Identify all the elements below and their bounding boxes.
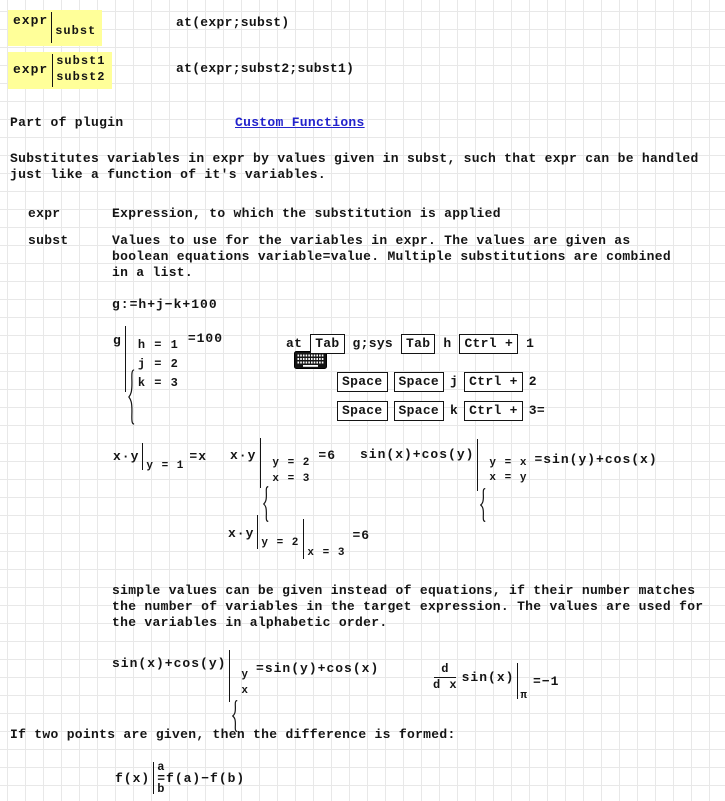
trig-result: =sin(y)+cos(x) [534, 452, 658, 467]
note-simple-line3: the variables in alphabetic order. [112, 615, 388, 630]
diff-lower-point: b [157, 782, 166, 796]
chained-expr: x·y [228, 526, 255, 541]
usage-form1-subst: subst [55, 24, 97, 38]
at-syntax-2: at(expr;subst2;subst1) [176, 61, 355, 76]
keyboard-steps-row1 [245, 334, 534, 354]
deriv-result: =−1 [533, 674, 560, 689]
description-text [10, 151, 699, 183]
evaluation-bar [229, 650, 230, 702]
example-chained-sub [228, 514, 370, 560]
example-simple-values [112, 648, 379, 702]
single-expr: x·y [113, 449, 140, 464]
note-simple-line1: simple values can be given instead of equations, if their number matches [112, 583, 696, 598]
param-desc-subst-line1: Values to use for the variables in expr. The values are given as [112, 233, 631, 248]
simple-row2: x [241, 685, 250, 697]
chained-sub1: y = 2 [261, 537, 300, 549]
g-subst-row1: h = 1 [137, 338, 179, 352]
kbd-var-j: j [450, 374, 459, 389]
param-desc-subst-line3: in a list. [112, 265, 194, 280]
param-name-expr: expr [28, 206, 61, 221]
trig-expr: sin(x)+cos(y) [360, 447, 475, 462]
evaluation-bar [517, 663, 518, 699]
g-subst-row3: k = 3 [137, 376, 179, 390]
deriv-point: π [520, 690, 529, 702]
system-brace-icon [263, 454, 269, 490]
simple-expr: sin(x)+cos(y) [112, 656, 227, 671]
g-result: =100 [187, 331, 224, 346]
key-tab: Tab [310, 334, 344, 354]
custom-functions-link[interactable]: Custom Functions [235, 115, 365, 130]
kbd-val-3eq: 3= [528, 403, 545, 418]
simple-row1: y [241, 669, 250, 681]
system-brace-icon [232, 668, 238, 700]
example-g-system-eval [113, 326, 223, 393]
evaluation-bar [125, 326, 126, 392]
example-single-sub [113, 443, 207, 473]
chained-result: =6 [352, 528, 371, 543]
evaluation-bar [477, 439, 478, 491]
simple-result: =sin(y)+cos(x) [256, 661, 380, 676]
evaluation-bar [257, 515, 258, 549]
keyboard-steps-row3 [337, 401, 545, 421]
derivative-fraction [433, 663, 458, 692]
keyboard-steps-row2 [337, 372, 537, 392]
key-space: Space [394, 372, 445, 392]
evaluation-bar [51, 12, 52, 43]
param-desc-subst [112, 233, 671, 281]
note-simple-values [112, 583, 703, 631]
trig-row1: y = x [489, 457, 528, 469]
system-row2: x = 3 [272, 473, 311, 485]
system-expr: x·y [230, 448, 257, 463]
diff-result: =f(a)−f(b) [157, 771, 246, 786]
key-ctrl-plus: Ctrl + [459, 334, 518, 354]
kbd-var-k: k [450, 403, 459, 418]
diff-upper-point: a [157, 760, 166, 774]
single-sub: y = 1 [146, 460, 185, 472]
evaluation-bar [52, 54, 53, 87]
example-trig-sub [360, 439, 658, 491]
key-space: Space [337, 401, 388, 421]
kbd-at-label: at [286, 336, 303, 351]
trig-row2: x = y [489, 472, 528, 484]
single-result: =x [189, 449, 208, 464]
description-line2: just like a function of it's variables. [10, 167, 326, 182]
key-space: Space [394, 401, 445, 421]
deriv-expr: sin(x) [461, 670, 515, 685]
param-name-subst: subst [28, 233, 69, 248]
note-simple-line2: the number of variables in the target expression. The values are used for [112, 599, 704, 614]
usage-form1-box [8, 10, 102, 46]
derivative-denominator: d x [433, 678, 458, 692]
evaluation-bar [260, 438, 261, 488]
at-syntax-1: at(expr;subst) [176, 15, 290, 30]
evaluation-bar [142, 443, 143, 470]
param-desc-subst-line2: boolean equations variable=value. Multiple substitutions are combined [112, 249, 671, 264]
definition-g: g:=h+j−k+100 [112, 297, 218, 312]
chained-sub2: x = 3 [307, 547, 346, 559]
system-brace-icon [128, 337, 135, 393]
g-subst-row2: j = 2 [137, 357, 179, 371]
usage-form2-box [8, 52, 112, 89]
key-ctrl-plus: Ctrl + [464, 401, 523, 421]
note-two-points: If two points are given, then the difference is formed: [10, 727, 456, 742]
example-two-point-difference [115, 762, 245, 795]
example-system-sub [230, 438, 336, 490]
usage-form1-expr: expr [13, 13, 49, 28]
system-row1: y = 2 [272, 457, 311, 469]
system-brace-icon [480, 456, 486, 490]
kbd-val-1: 1 [526, 336, 535, 351]
example-derivative-at-pi [433, 663, 559, 703]
plugin-label: Part of plugin [10, 115, 124, 130]
description-line1: Substitutes variables in expr by values given in subst, such that expr can be handled [10, 151, 699, 166]
kbd-var-h: h [443, 336, 452, 351]
kbd-arg-expr: g;sys [352, 336, 394, 351]
key-tab: Tab [401, 334, 435, 354]
evaluation-bar [303, 519, 304, 559]
usage-form2-subst2: subst2 [56, 70, 106, 84]
kbd-val-2: 2 [528, 374, 537, 389]
param-desc-expr: Expression, to which the substitution is applied [112, 206, 501, 221]
system-result: =6 [318, 448, 337, 463]
usage-form2-expr: expr [13, 62, 49, 77]
diff-expr: f(x) [115, 771, 151, 786]
key-ctrl-plus: Ctrl + [464, 372, 523, 392]
evaluation-bar [153, 762, 154, 794]
key-space: Space [337, 372, 388, 392]
g-lhs: g [113, 333, 122, 348]
usage-form2-subst1: subst1 [56, 54, 106, 68]
keyboard-icon [245, 335, 278, 353]
derivative-numerator: d [434, 663, 456, 678]
